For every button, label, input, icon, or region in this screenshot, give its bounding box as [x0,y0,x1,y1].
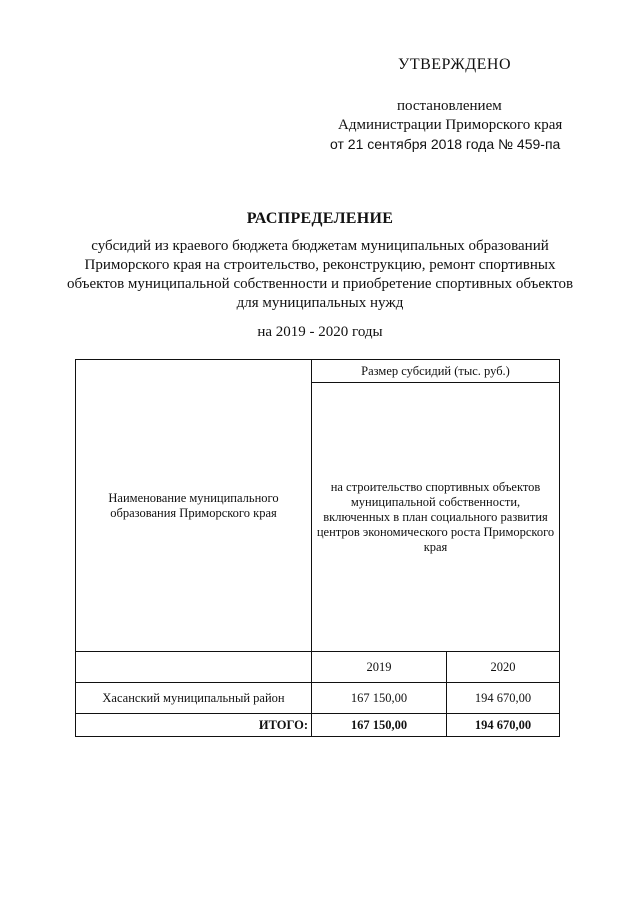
decree-line-2: Администрации Приморского края [338,117,563,133]
total-2020: 194 670,00 [447,714,560,737]
value-2019: 167 150,00 [312,683,447,714]
document-subtitle: субсидий из краевого бюджета бюджетам муниципальных образований Приморского края на строительство, реконструкцию, ремонт спортивных объектов муниципальной собственности и приобретение спортивных объектов для муниципальных нужд [66,238,574,311]
subsidy-table [75,359,560,737]
municipality-column-header: Наименование муниципального образования Приморского края [76,360,312,652]
decree-line-1: постановлением [397,98,502,114]
total-label: ИТОГО: [76,714,312,737]
value-2020: 194 670,00 [447,683,560,714]
municipality-name: Хасанский муниципальный район [76,683,312,714]
total-2019: 167 150,00 [312,714,447,737]
document-period: на 2019 - 2020 годы [257,324,383,340]
year-header-2019: 2019 [312,652,447,683]
year-header-2020: 2020 [447,652,560,683]
approved-stamp: УТВЕРЖДЕНО [398,56,512,73]
subsidy-purpose-header: на строительство спортивных объектов муниципальной собственности, включенных в план социального развития центров экономического роста Приморского края [312,383,560,652]
decree-date-number: от 21 сентября 2018 года № 459-па [330,136,561,152]
subsidy-size-header: Размер субсидий (тыс. руб.) [312,360,560,383]
empty-cell [76,652,312,683]
document-title: РАСПРЕДЕЛЕНИЕ [246,210,394,227]
total-row [76,714,560,737]
table-row [76,683,560,714]
